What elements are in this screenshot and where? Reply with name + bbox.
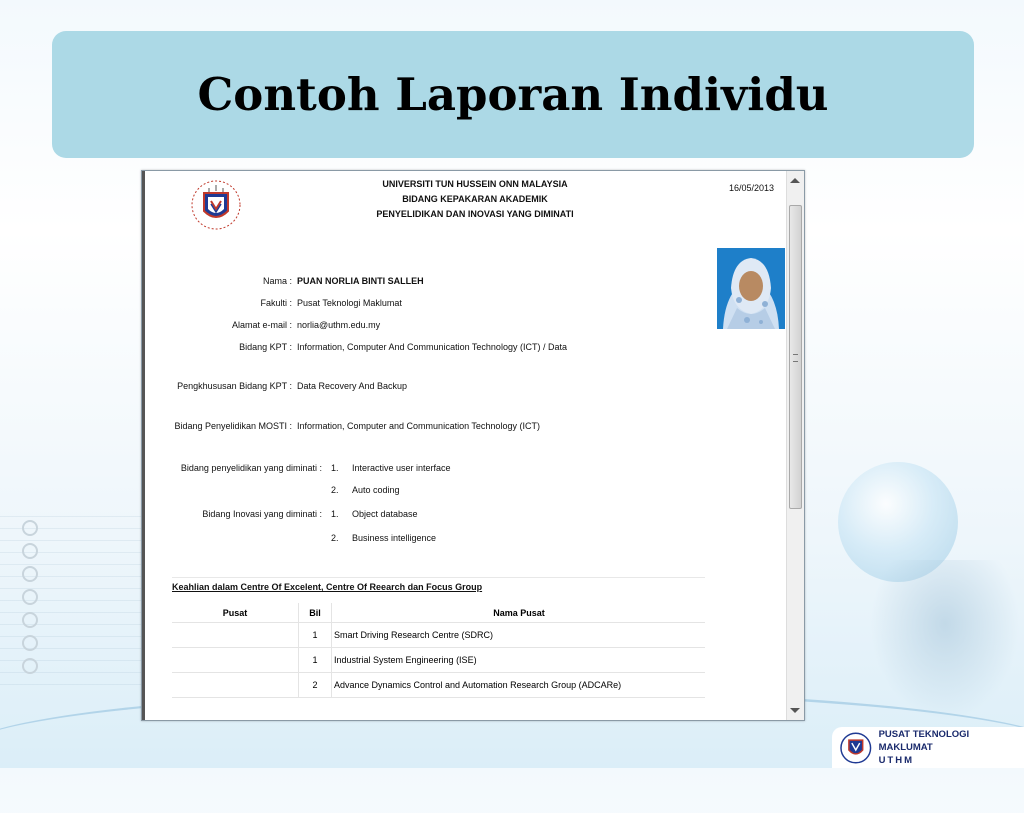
section-divider [172,577,705,578]
report-header-university: UNIVERSITI TUN HUSSEIN ONN MALAYSIA [382,179,568,189]
table-header-row [172,603,705,623]
fakulti-value: Pusat Teknologi Maklumat [297,298,402,308]
report-document [142,171,786,720]
cell-pusat [172,623,299,648]
pengkhususan-label: Pengkhususan Bidang KPT : [177,381,292,391]
cell-pusat [172,648,299,673]
penyelidikan-item: Interactive user interface [352,463,451,473]
profile-photo [717,248,785,329]
keahlian-section-title: Keahlian dalam Centre Of Excelent, Centre Of Reearch dan Focus Group [172,582,483,592]
pengkhususan-value: Data Recovery And Backup [297,381,408,391]
column-header-bil: Bil [299,603,332,623]
slide-title: Contoh Laporan Individu [197,68,829,121]
report-window [141,170,805,721]
background-robot-arm [870,560,1020,720]
footer-branding [832,727,1024,768]
bidang-kpt-value: Information, Computer And Communication Technology (ICT) / Data [297,342,567,352]
inovasi-item-num: 1. [331,509,339,519]
table-row [172,673,705,698]
grip-icon [793,354,798,362]
title-band [52,31,974,158]
scroll-down-arrow-icon[interactable] [790,708,800,713]
report-header-bidang: BIDANG KEPAKARAN AKADEMIK [402,194,548,204]
fakulti-label: Fakulti : [260,298,292,308]
uthm-footer-logo-icon [840,732,872,764]
inovasi-item: Object database [352,509,418,519]
table-row [172,623,705,648]
cell-pusat [172,673,299,698]
penyelidikan-item-num: 1. [331,463,339,473]
email-label: Alamat e-mail : [231,320,292,330]
cell-nama-pusat: Smart Driving Research Centre (SDRC) [332,623,706,648]
penyelidikan-item-num: 2. [331,485,339,495]
inovasi-item-num: 2. [331,533,339,543]
cell-bil: 2 [299,673,332,698]
penyelidikan-item: Auto coding [352,485,400,495]
column-header-pusat: Pusat [172,603,299,623]
email-value: norlia@uthm.edu.my [297,320,381,330]
scrollbar-thumb[interactable] [789,205,802,509]
keahlian-table [172,603,705,698]
table-row [172,648,705,673]
penyelidikan-label: Bidang penyelidikan yang diminati : [180,463,322,473]
inovasi-item: Business intelligence [352,533,437,543]
vertical-scrollbar[interactable] [786,171,804,720]
uthm-crest-logo [187,179,245,231]
mosti-label: Bidang Penyelidikan MOSTI : [174,421,292,431]
cell-bil: 1 [299,648,332,673]
report-date: 16/05/2013 [729,183,775,193]
nama-label: Nama : [262,276,292,286]
scroll-up-arrow-icon[interactable] [790,178,800,183]
cell-nama-pusat: Industrial System Engineering (ISE) [332,648,706,673]
mosti-value: Information, Computer and Communication Technology (ICT) [297,421,540,431]
nama-value: PUAN NORLIA BINTI SALLEH [297,276,424,286]
inovasi-label: Bidang Inovasi yang diminati : [202,509,322,519]
column-header-nama-pusat: Nama Pusat [332,603,706,623]
cell-bil: 1 [299,623,332,648]
bidang-kpt-label: Bidang KPT : [239,342,292,352]
background-notebook-rings [22,520,42,670]
report-header-penyelidikan: PENYELIDIKAN DAN INOVASI YANG DIMINATI [376,209,574,219]
footer-line2: UTHM [878,755,915,766]
cell-nama-pusat: Advance Dynamics Control and Automation Research Group (ADCARe) [332,673,706,698]
footer-line1: PUSAT TEKNOLOGI MAKLUMAT [878,729,970,753]
